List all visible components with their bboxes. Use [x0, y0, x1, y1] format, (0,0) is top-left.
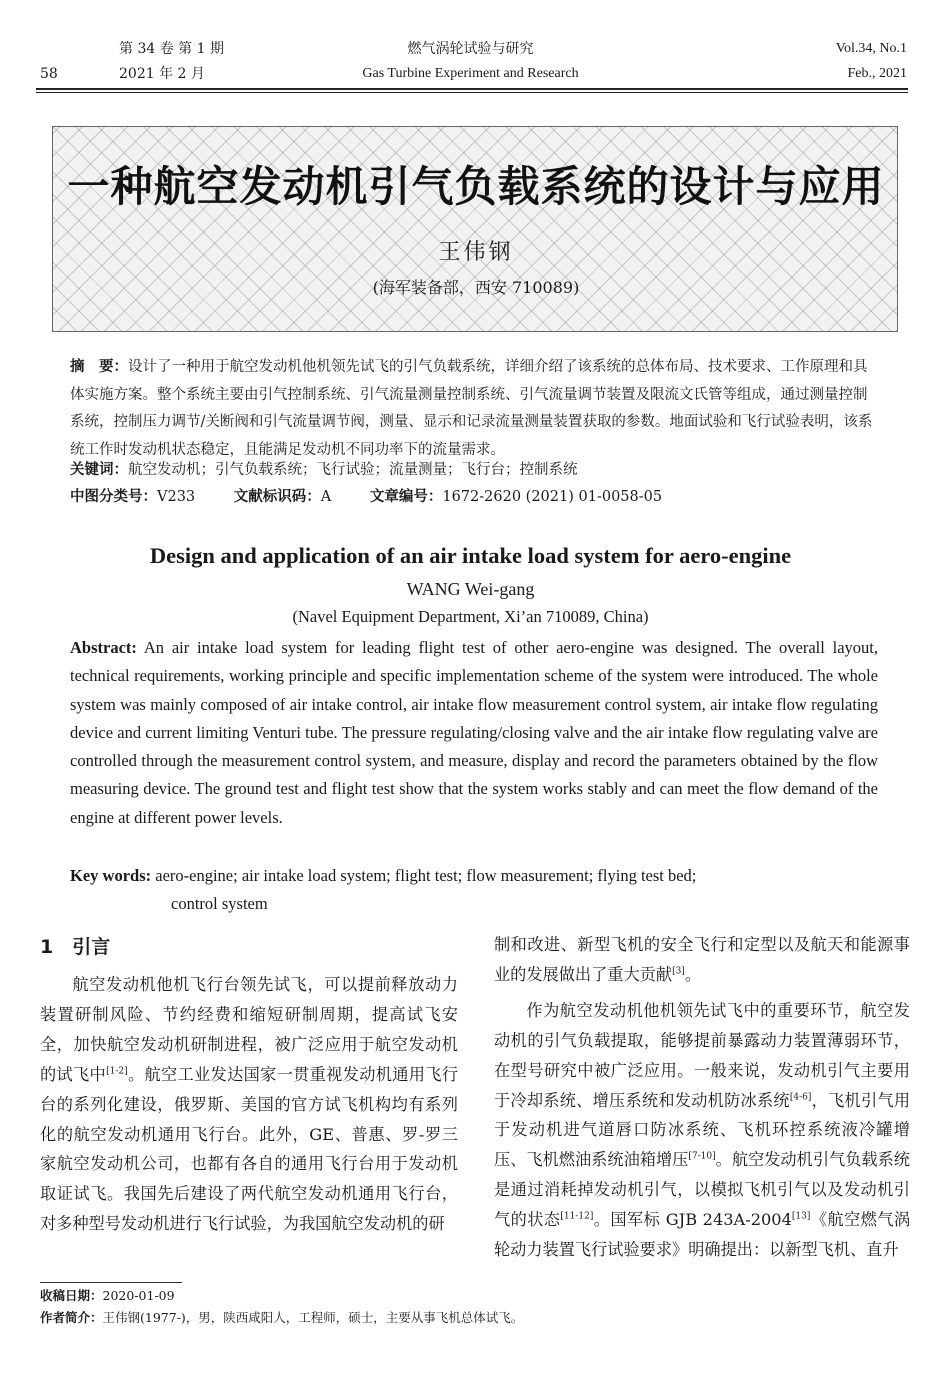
header-volume-cn: 第 34 卷 第 1 期	[119, 41, 224, 57]
header-date-en: Feb., 2021	[847, 66, 907, 81]
header-page-number: 58	[40, 66, 58, 82]
doc-code-value: A	[320, 489, 332, 505]
clc-value: V233	[157, 489, 196, 505]
received-label: 收稿日期：	[40, 1288, 103, 1303]
citation: [4-6]	[789, 1092, 812, 1103]
header-journal-cn: 燃气涡轮试验与研究	[407, 41, 534, 57]
body-paragraph	[494, 996, 910, 1265]
body-paragraph	[40, 970, 458, 1239]
body-text: 。航空发动机引气负载系统是通过消耗掉发动机引气，以模拟飞机引气以及发动机引气的状态	[494, 1150, 910, 1230]
abstract-cn-label: 摘 要：	[70, 359, 128, 375]
header-date-cn: 2021 年 2 月	[119, 66, 205, 82]
header-rule	[36, 88, 908, 90]
paper-title-cn: 一种航空发动机引气负载系统的设计与应用	[67, 162, 885, 211]
body-text: 作为航空发动机他机领先试飞中的重要环节，航空发动机的引气负载提取，能够提前暴露动力装置薄弱环节，在型号研究中被广泛应用。一般来说，发动机引气主要用于冷却系统、增压系统和发动机防冰系统	[494, 1000, 910, 1110]
body-column-left	[40, 970, 458, 1239]
title-banner	[52, 126, 898, 332]
body-text: 航空发动机他机飞行台领先试飞，可以提前释放动力装置研制风险、节约经费和缩短研制周期，提高试飞安全，加快航空发动机研制进程，被广泛应用于航空发动机的试飞中	[40, 975, 458, 1084]
body-paragraph	[494, 930, 910, 990]
header-rule-thin	[36, 92, 908, 93]
section-heading: 1 引言	[40, 936, 111, 958]
citation: [7-10]	[688, 1151, 716, 1162]
article-no-value: 1672-2620 (2021) 01-0058-05	[442, 489, 663, 505]
abstract-cn	[70, 354, 880, 464]
body-text: 。	[684, 964, 701, 984]
keywords-cn-text: 航空发动机；引气负载系统；飞行试验；流量测量；飞行台；控制系统	[128, 462, 578, 478]
doc-code-label: 文献标识码：	[233, 489, 321, 505]
clc-label: 中图分类号：	[70, 489, 157, 505]
keywords-en-line2: control system	[171, 894, 268, 914]
body-text: 。国军标 GJB 243A-2004	[593, 1210, 792, 1230]
keywords-cn	[70, 460, 578, 480]
body-text: 《航空燃气涡轮动力装置飞行试验要求》明确提出：以新型飞机、直升	[494, 1210, 911, 1260]
citation: [11-12]	[560, 1211, 594, 1222]
header-journal-en: Gas Turbine Experiment and Research	[362, 66, 579, 81]
keywords-en-line1: aero-engine; air intake load system; flight test; flow measurement; flying test bed;	[155, 866, 697, 885]
footnote-received	[40, 1287, 175, 1305]
keywords-en	[70, 862, 878, 919]
classification-cn	[70, 487, 662, 507]
abstract-en-label: Abstract:	[70, 638, 137, 657]
author-name-en: WANG Wei-gang	[406, 579, 535, 599]
citation: [13]	[791, 1211, 811, 1222]
body-text: 制和改进、新型飞机的安全飞行和定型以及航天和能源事业的发展做出了重大贡献	[494, 935, 910, 984]
author-affiliation-cn: (海军装备部，西安 710089)	[372, 278, 580, 297]
paper-title-en: Design and application of an air intake load system for aero-engine	[149, 543, 792, 568]
body-text: ，飞机引气用于发动机进气道唇口防冰系统、飞机环控系统液冷罐增压、飞机燃油系统油箱增压	[494, 1090, 911, 1170]
footnote-bio	[40, 1309, 523, 1327]
footnote-rule	[40, 1282, 182, 1283]
article-no-label: 文章编号：	[369, 489, 443, 505]
abstract-en-text: An air intake load system for leading flight test of other aero-engine was designed. The overall layout, technical requirements, working principle and specific implementation scheme of the system were introduced. The whole system was mainly composed of air intake control, air intake flow measurement control system, air intake flow regulating device and current limiting Venturi tube. The pressure regulating/closing valve and the air intake flow regulating valve are controlled through the measurement control system, and measure, display and record the parameters obtained by the flow measuring device. The ground test and flight test show that the system works stably and can meet the flow demand of the engine at different power levels.	[70, 638, 879, 827]
header-volume-en: Vol.34, No.1	[835, 41, 907, 56]
keywords-en-label: Key words:	[70, 866, 152, 885]
received-value: 2020-01-09	[102, 1288, 175, 1303]
keywords-cn-label: 关键词：	[70, 462, 128, 478]
author-affiliation-en: (Navel Equipment Department, Xi’an 710089, China)	[292, 607, 649, 626]
bio-label: 作者简介：	[40, 1310, 103, 1325]
author-name-cn: 王伟钢	[438, 240, 514, 265]
citation: [1-2]	[106, 1066, 128, 1077]
body-column-right	[494, 930, 910, 1265]
abstract-cn-text: 设计了一种用于航空发动机他机领先试飞的引气负载系统，详细介绍了该系统的总体布局、技术要求、工作原理和具体实施方案。整个系统主要由引气控制系统、引气流量测量控制系统、引气流量调节装置及限流文氏管等组成，通过测量控制系统，控制压力调节/关断阀和引气流量调节阀，测量、显示和记录流量测量装置获取的参数。地面试验和飞行试验表明，该系统工作时发动机状态稳定，且能满足发动机不同功率下的流量需求。	[70, 359, 873, 458]
body-text: 。航空工业发达国家一贯重视发动机通用飞行台的系列化建设，俄罗斯、美国的官方试飞机构均有系列化的航空发动机通用飞行台。此外，GE、普惠、罗-罗三家航空发动机公司，也都有各自的通用飞行台用于发动机取证试飞。我国先后建设了两代航空发动机通用飞行台，对多种型号发动机进行飞行试验，为我国航空发动机的研	[40, 1064, 459, 1234]
citation: [3]	[672, 966, 685, 977]
bio-value: 王伟钢(1977-)，男，陕西咸阳人，工程师，硕士，主要从事飞机总体试飞。	[102, 1310, 524, 1325]
abstract-en	[70, 634, 878, 832]
